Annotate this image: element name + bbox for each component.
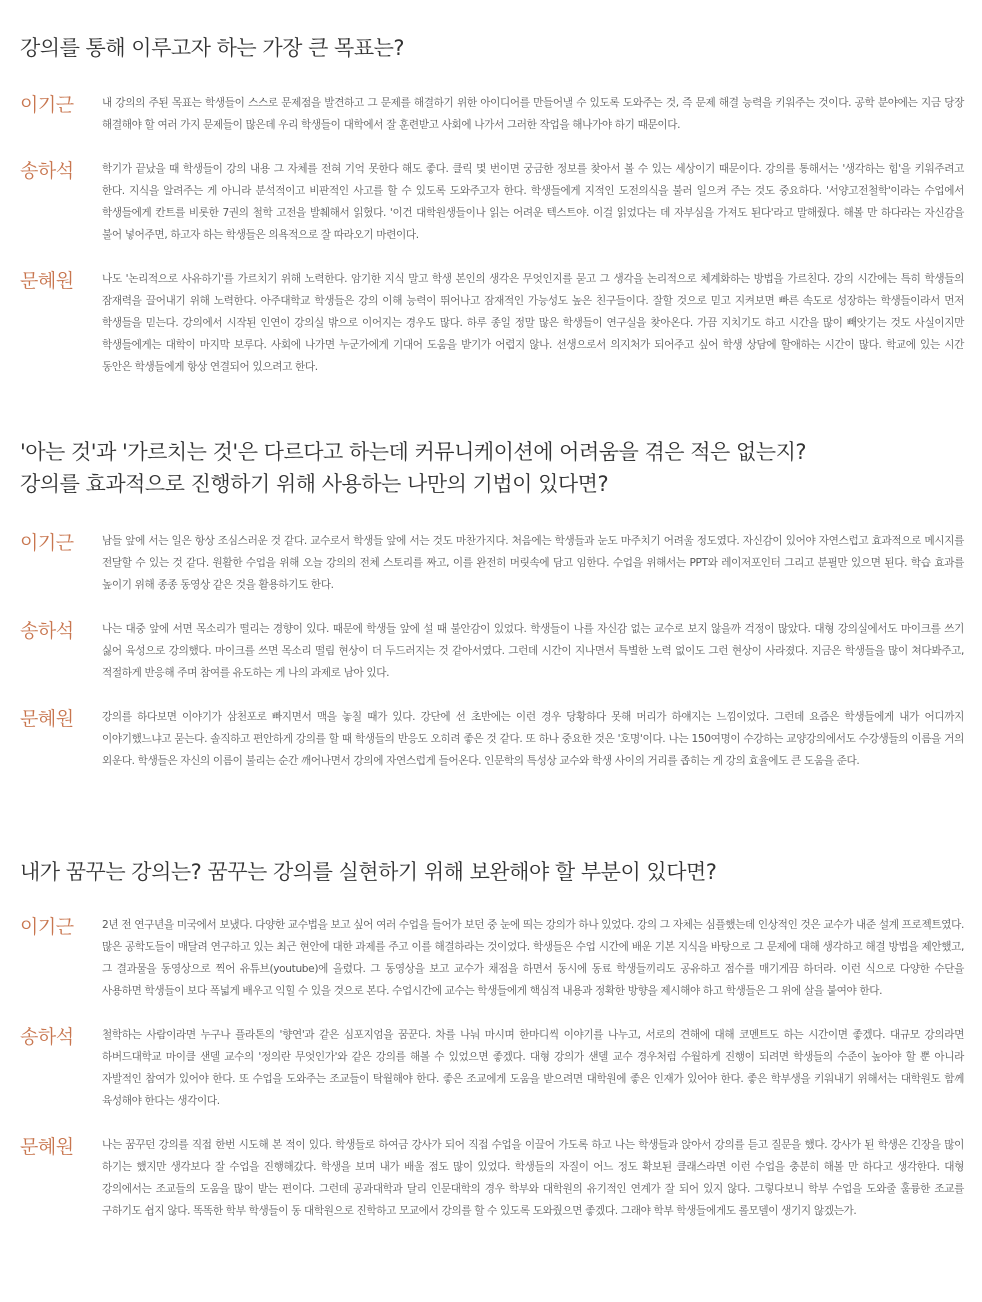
question-line: 강의를 효과적으로 진행하기 위해 사용하는 나만의 기법이 있다면?	[20, 472, 609, 496]
answer-block	[20, 92, 964, 136]
speaker-name: 송하석	[20, 160, 74, 182]
answer-text: 내 강의의 주된 목표는 학생들이 스스로 문제점을 발견하고 그 문제를 해결하기 위한 아이디어를 만들어낼 수 있도록 도와주는 것, 즉 문제 해결 능력을 키워주는 것이다. 공학 분야에는 지금 당장 해결해야 할 여러 가지 문제들이 많은데 우리 학생들이 대학에서 잘 훈련받고 사회에 나가서 그러한 작업을 해나가야 하기 때문이다.	[102, 97, 964, 131]
speaker-name: 문혜원	[20, 270, 74, 292]
interview-section-2	[20, 436, 964, 772]
answer-list	[20, 92, 964, 378]
speaker-name: 송하석	[20, 620, 74, 642]
answer-text: 학기가 끝났을 때 학생들이 강의 내용 그 자체를 전혀 기억 못한다 해도 좋다. 클릭 몇 번이면 궁금한 정보를 찾아서 볼 수 있는 세상이기 때문이다. 강의를 통해서는 '생각하는 힘'을 키워주려고 한다. 지식을 알려주는 게 아니라 분석적이고 비판적인 사고를 할 수 있도록 도와주고자 한다. 학생들에게 지적인 도전의식을 불러 일으켜 주는 것도 중요하다. '서양고전철학'이라는 수업에서 학생들에게 칸트를 비롯한 7권의 철학 고전을 발췌해서 읽혔다. '이건 대학원생들이나 읽는 어려운 텍스트야. 이걸 읽었다는 데 자부심을 가져도 된다'라고 말해줬다. 해볼 만 하다라는 자신감을 불어 넣어주면, 하고자 하는 학생들은 의욕적으로 잘 따라오기 마련이다.	[102, 163, 964, 241]
answer-text: 강의를 하다보면 이야기가 삼천포로 빠지면서 맥을 놓칠 때가 있다. 강단에 선 초반에는 이런 경우 당황하다 못해 머리가 하얘지는 느낌이었다. 그런데 요즘은 학생들에게 내가 어디까지 이야기했느냐고 묻는다. 솔직하고 편안하게 강의를 할 때 학생들의 반응도 오히려 좋은 것 같다. 또 하나 중요한 것은 '호명'이다. 나는 150여명이 수강하는 교양강의에서도 수강생들의 이름을 거의 외운다. 학생들은 자신의 이름이 불리는 순간 깨어나면서 강의에 자연스럽게 들어온다. 인문학의 특성상 교수와 학생 사이의 거리를 좁히는 게 강의 효율에도 큰 도움을 준다.	[102, 711, 964, 767]
answer-text: 나는 꿈꾸던 강의를 직접 한번 시도해 본 적이 있다. 학생들로 하여금 강사가 되어 직접 수업을 이끌어 가도록 하고 나는 학생들과 앉아서 강의를 듣고 질문을 했다. 강사가 된 학생은 긴장을 많이 하기는 했지만 생각보다 잘 수업을 진행해갔다. 학생을 보며 내가 배울 점도 많이 있었다. 학생들의 자질이 어느 정도 확보된 클래스라면 이런 수업을 충분히 해볼 만 하다고 생각한다. 대형 강의에서는 조교들의 도움을 많이 받는 편이다. 그런데 공과대학과 달리 인문대학의 경우 학부와 대학원의 유기적인 연계가 잘 되어 있지 않다. 그렇다보니 학부 수업을 도와줄 훌륭한 조교를 구하기도 쉽지 않다. 똑똑한 학부 학생들이 동 대학원으로 진학하고 모교에서 강의를 할 수 있도록 도와줬으면 좋겠다. 그래야 학부 학생들에게도 롤모델이 생기지 않겠는가.	[102, 1139, 964, 1217]
answer-text: 나도 '논리적으로 사유하기'를 가르치기 위해 노력한다. 암기한 지식 말고 학생 본인의 생각은 무엇인지를 묻고 그 생각을 논리적으로 체계화하는 방법을 가르친다. 강의 시간에는 특히 학생들의 잠재력을 끌어내기 위해 노력한다. 아주대학교 학생들은 강의 이해 능력이 뛰어나고 잠재적인 가능성도 높은 친구들이다. 잘할 것으로 믿고 지켜보면 빠른 속도로 성장하는 학생들이라서 먼저 학생들을 믿는다. 강의에서 시작된 인연이 강의실 밖으로 이어지는 경우도 많다. 하루 종일 정말 많은 학생들이 연구실을 찾아온다. 가끔 지치기도 하고 시간을 많이 빼앗기는 것도 사실이지만 학생들에게는 대학이 마지막 보루다. 사회에 나가면 누군가에게 기대어 도움을 받기가 어렵지 않나. 선생으로서 의지처가 되어주고 싶어 학생 상담에 할애하는 시간이 많다. 학교에 있는 시간 동안은 학생들에게 항상 연결되어 있으려고 한다.	[102, 273, 964, 373]
answer-list	[20, 530, 964, 772]
interview-section-1	[20, 32, 964, 378]
section-question	[20, 856, 964, 888]
answer-text: 철학하는 사람이라면 누구나 플라톤의 '향연'과 같은 심포지엄을 꿈꾼다. 차를 나눠 마시며 한마디씩 이야기를 나누고, 서로의 견해에 대해 코멘트도 하는 시간이면 좋겠다. 대규모 강의라면 하버드대학교 마이클 샌델 교수의 '정의란 무엇인가'와 같은 강의를 해볼 수 있었으면 좋겠다. 대형 강의가 샌델 교수 경우처럼 수월하게 진행이 되려면 학생들의 수준이 높아야 할 뿐 아니라 자발적인 참여가 있어야 한다. 또 수업을 도와주는 조교들이 탁월해야 한다. 좋은 조교에게 도움을 받으려면 대학원에 좋은 인재가 있어야 한다. 좋은 학부생을 키워내기 위해서는 대학원도 함께 육성해야 한다는 생각이다.	[102, 1029, 964, 1107]
answer-block	[20, 530, 964, 596]
answer-block	[20, 1134, 964, 1222]
answer-text: 나는 대중 앞에 서면 목소리가 떨리는 경향이 있다. 때문에 학생들 앞에 설 때 불안감이 있었다. 학생들이 나를 자신감 없는 교수로 보지 않을까 걱정이 많았다. 대형 강의실에서도 마이크를 쓰기 싫어 육성으로 강의했다. 마이크를 쓰면 목소리 떨림 현상이 더 두드러지는 것 같아서였다. 그런데 시간이 지나면서 특별한 노력 없이도 그런 현상이 사라졌다. 지금은 학생들을 많이 쳐다봐주고, 적절하게 반응해 주며 참여를 유도하는 게 나의 과제로 남아 있다.	[102, 623, 964, 679]
section-question	[20, 32, 964, 64]
answer-block	[20, 706, 964, 772]
speaker-name: 문혜원	[20, 1136, 74, 1158]
answer-text: 남들 앞에 서는 일은 항상 조심스러운 것 같다. 교수로서 학생들 앞에 서는 것도 마찬가지다. 처음에는 학생들과 눈도 마주치기 어려울 정도였다. 자신감이 있어야 자연스럽고 효과적으로 메시지를 전달할 수 있는 것 같다. 원활한 수업을 위해 오늘 강의의 전체 스토리를 짜고, 이를 완전히 머릿속에 담고 임한다. 수업을 위해서는 PPT와 레이저포인터 그리고 분필만 있으면 된다. 학습 효과를 높이기 위해 종종 동영상 같은 것을 활용하기도 한다.	[102, 535, 964, 591]
answer-block	[20, 914, 964, 1002]
answer-list	[20, 914, 964, 1222]
answer-block	[20, 618, 964, 684]
answer-block	[20, 158, 964, 246]
answer-block	[20, 268, 964, 378]
section-question	[20, 436, 964, 500]
answer-block	[20, 1024, 964, 1112]
speaker-name: 문혜원	[20, 708, 74, 730]
interview-section-3	[20, 856, 964, 1222]
speaker-name: 송하석	[20, 1026, 74, 1048]
question-line: 강의를 통해 이루고자 하는 가장 큰 목표는?	[20, 36, 405, 60]
question-line: '아는 것'과 '가르치는 것'은 다르다고 하는데 커뮤니케이션에 어려움을 겪은 적은 없는지?	[20, 440, 806, 464]
speaker-name: 이기근	[20, 532, 74, 554]
question-line: 내가 꿈꾸는 강의는? 꿈꾸는 강의를 실현하기 위해 보완해야 할 부분이 있다면?	[20, 860, 717, 884]
speaker-name: 이기근	[20, 94, 74, 116]
speaker-name: 이기근	[20, 916, 74, 938]
answer-text: 2년 전 연구년을 미국에서 보냈다. 다양한 교수법을 보고 싶어 여러 수업을 들어가 보던 중 눈에 띄는 강의가 하나 있었다. 강의 그 자체는 심플했는데 인상적인 것은 교수가 내준 설계 프로젝트였다. 많은 공학도들이 매달려 연구하고 있는 최근 현안에 대한 과제를 주고 이를 해결하라는 것이었다. 학생들은 수업 시간에 배운 기본 지식을 바탕으로 그 문제에 대해 생각하고 해결 방법을 제안했고, 그 결과물을 동영상으로 찍어 유튜브(youtube)에 올렸다. 그 동영상을 보고 교수가 채점을 하면서 동시에 동료 학생들끼리도 공유하고 점수를 매기게끔 하더라. 이런 식으로 다양한 수단을 사용하면 학생들이 보다 폭넓게 배우고 익힐 수 있을 것으로 본다. 수업시간에 교수는 학생들에게 핵심적 내용과 정확한 방향을 제시해야 하고 학생들은 그 위에 살을 붙여야 한다.	[102, 919, 964, 997]
